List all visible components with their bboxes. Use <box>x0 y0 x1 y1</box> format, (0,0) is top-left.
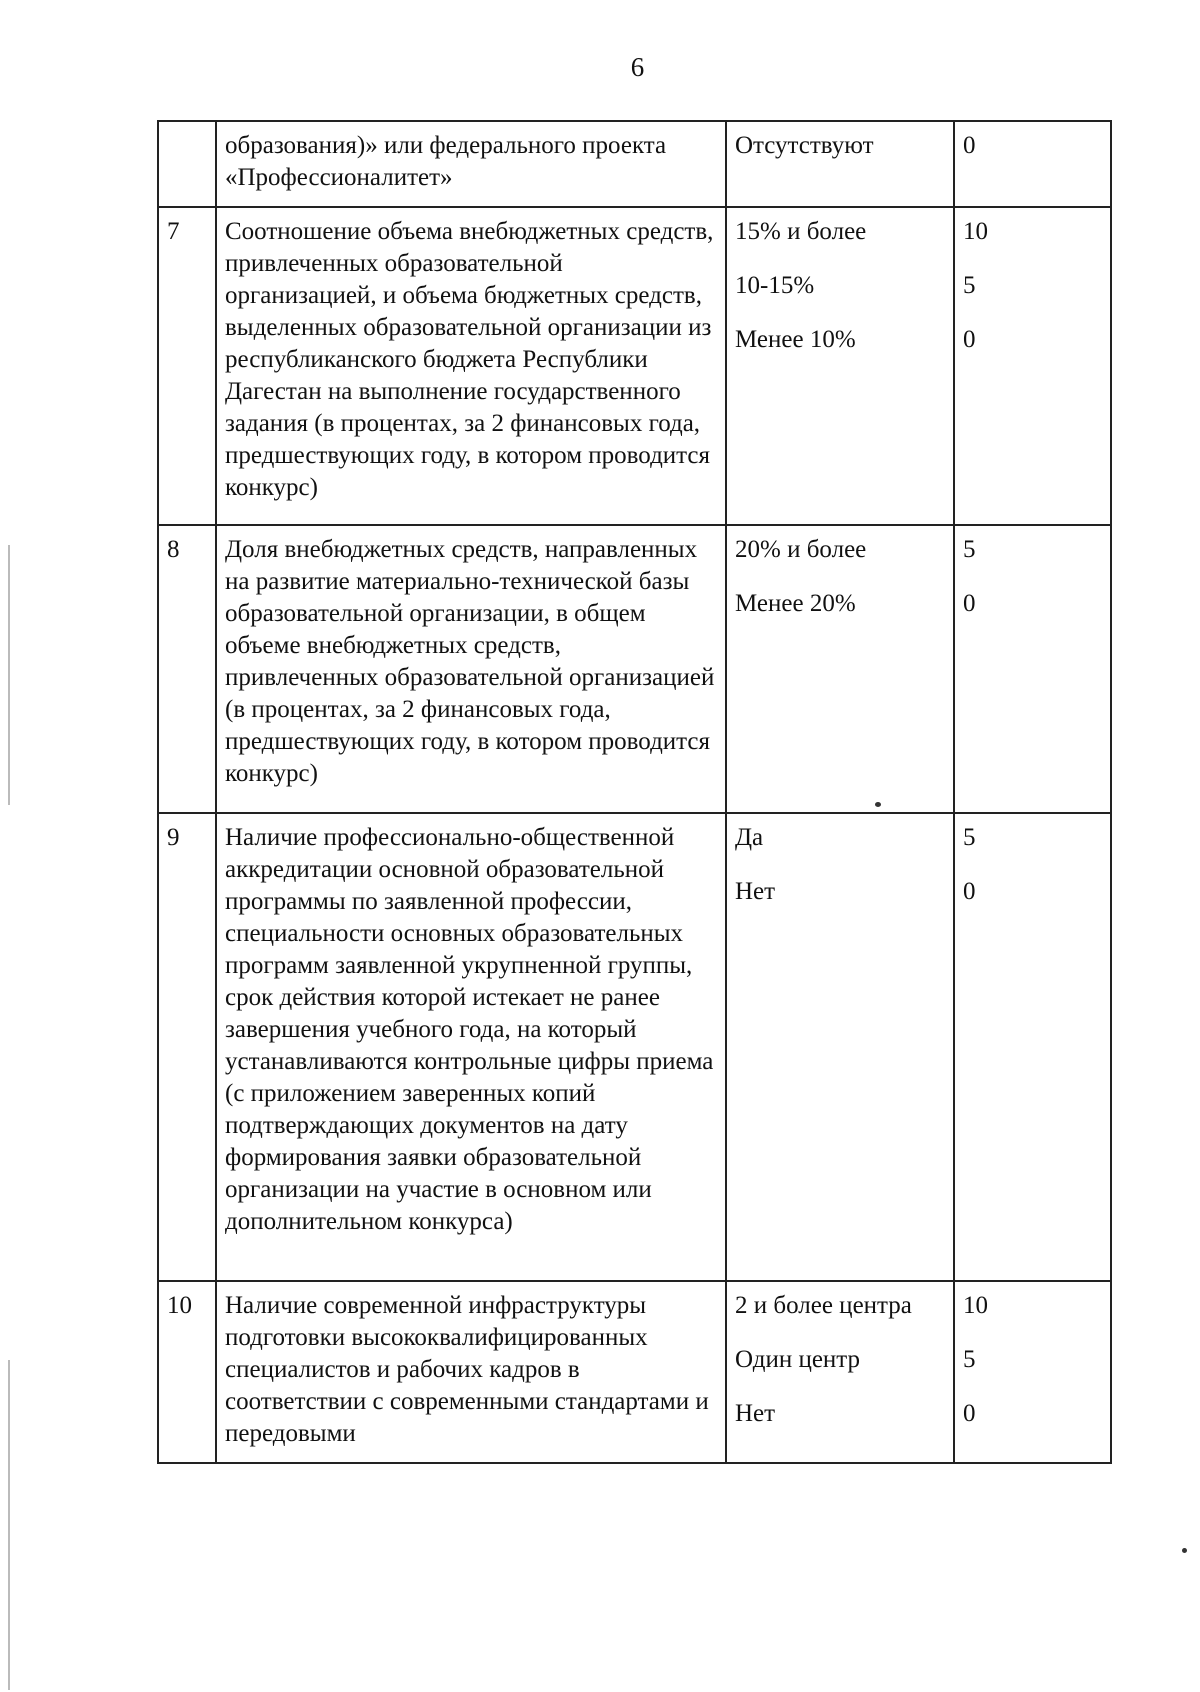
criterion-values <box>726 121 954 207</box>
scan-speck <box>875 802 881 807</box>
value-option: 2 и более центра <box>735 1292 912 1319</box>
row-number: 7 <box>158 207 216 525</box>
value-option: 15% и более <box>735 218 867 245</box>
value-option: 10-15% <box>735 272 815 299</box>
row-number <box>158 121 216 207</box>
criterion-text: образования)» или федерального проекта «Профессионалитет» <box>216 121 726 207</box>
criteria-table <box>157 120 1112 1464</box>
row-number: 9 <box>158 813 216 1281</box>
score-value: 5 <box>963 272 976 299</box>
criterion-scores <box>954 525 1111 813</box>
value-option: 20% и более <box>735 536 867 563</box>
criterion-text: Наличие современной инфраструктуры подготовки высококвалифицированных специалистов и рабочих кадров в соответствии с современными стандартами и передовыми <box>216 1281 726 1463</box>
score-value: 0 <box>963 878 976 905</box>
table-row <box>158 121 1111 207</box>
score-value: 10 <box>963 1292 988 1319</box>
criterion-scores <box>954 121 1111 207</box>
score-value: 10 <box>963 218 988 245</box>
criterion-values <box>726 207 954 525</box>
table-row <box>158 813 1111 1281</box>
value-option: Менее 10% <box>735 326 856 353</box>
score-value: 0 <box>963 590 976 617</box>
row-number: 8 <box>158 525 216 813</box>
value-option: Да <box>735 824 764 851</box>
scan-margin-line <box>8 545 10 805</box>
criterion-text: Доля внебюджетных средств, направленных на развитие материально-технической базы образовательной организации, в общем объеме внебюджетных средств, привлеченных образовательной организацией (в процентах, за 2 финансовых года, предшествующих году, в котором проводится конкурс) <box>216 525 726 813</box>
scan-margin-line <box>8 1360 10 1690</box>
score-value: 5 <box>963 536 976 563</box>
scan-speck <box>1182 1548 1187 1553</box>
value-option: Нет <box>735 878 776 905</box>
score-value: 0 <box>963 1400 976 1427</box>
value-option: Менее 20% <box>735 590 856 617</box>
score-value: 0 <box>963 326 976 353</box>
criterion-values <box>726 1281 954 1463</box>
criterion-values <box>726 525 954 813</box>
score-value: 0 <box>963 132 976 159</box>
criterion-values <box>726 813 954 1281</box>
table-row <box>158 207 1111 525</box>
value-option: Один центр <box>735 1346 861 1373</box>
score-value: 5 <box>963 824 976 851</box>
criterion-scores <box>954 207 1111 525</box>
criterion-scores <box>954 813 1111 1281</box>
value-option: Нет <box>735 1400 776 1427</box>
table-row <box>158 525 1111 813</box>
row-number: 10 <box>158 1281 216 1463</box>
criterion-text: Соотношение объема внебюджетных средств, привлеченных образовательной организацией, и объема бюджетных средств, выделенных образовательной организации из республиканского бюджета Республики Дагестан на выполнение государственного задания (в процентах, за 2 финансовых года, предшествующих году, в котором проводится конкурс) <box>216 207 726 525</box>
criterion-scores <box>954 1281 1111 1463</box>
value-option: Отсутствуют <box>735 132 874 159</box>
page-number: 6 <box>630 52 645 82</box>
criterion-text: Наличие профессионально-общественной аккредитации основной образовательной программы по заявленной профессии, специальности основных образовательных программ заявленной укрупненной группы, срок действия которой истекает не ранее завершения учебного года, на который устанавливаются контрольные цифры приема (с приложением заверенных копий подтверждающих документов на дату формирования заявки образовательной организации на участие в основном или дополнительном конкурса) <box>216 813 726 1281</box>
table-row <box>158 1281 1111 1463</box>
score-value: 5 <box>963 1346 976 1373</box>
